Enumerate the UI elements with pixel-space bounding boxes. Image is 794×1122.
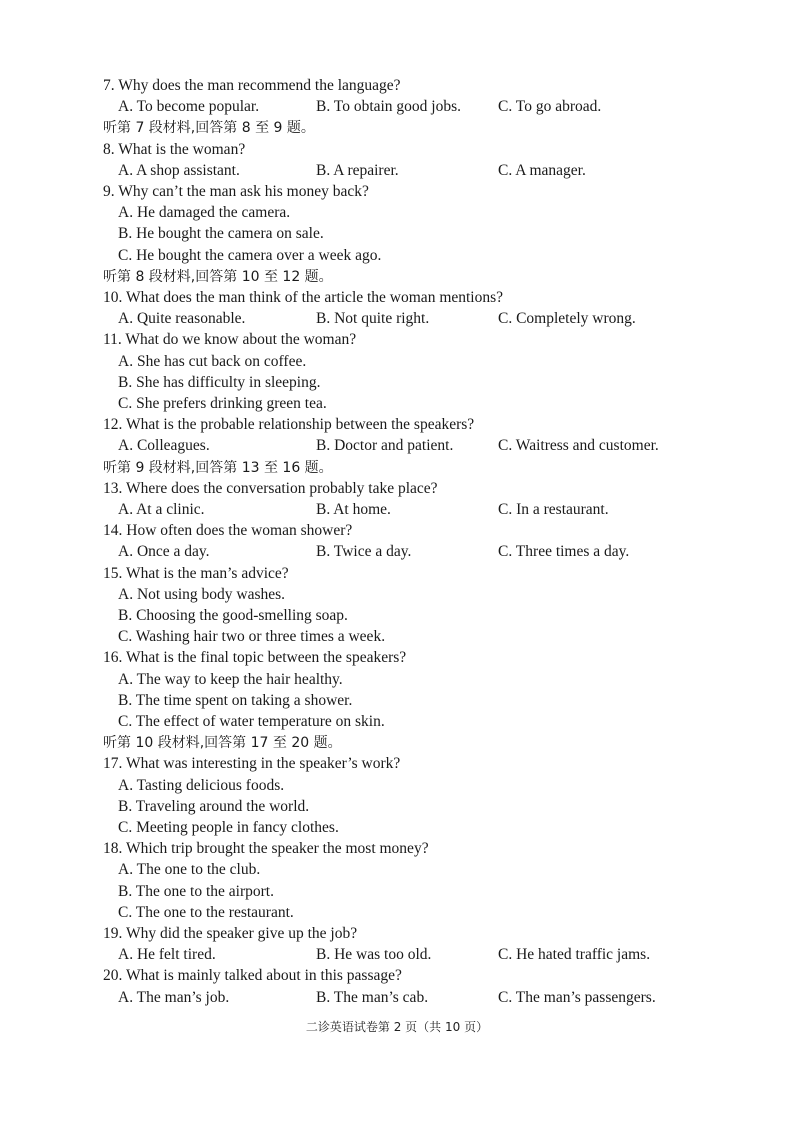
question-text: 9. Why can’t the man ask his money back? [103,183,369,200]
question-text: 12. What is the probable relationship between the speakers? [103,416,475,434]
option-text: C. The effect of water temperature on skin. [118,713,385,730]
question-text: 15. What is the man’s advice? [103,564,289,582]
option-a: A. Colleagues. [118,437,210,455]
option-c: C. Waitress and customer. [498,437,659,455]
option-c: C. He hated traffic jams. [498,946,651,964]
option-a: A. Once a day. [118,543,210,561]
section-instruction: 听第 8 段材料,回答第 10 至 12 题。 [103,268,333,285]
question-text: 19. Why did the speaker give up the job? [103,925,358,942]
option-c: C. A manager. [498,161,586,179]
option-a: A. To become popular. [118,98,260,116]
section-instruction: 听第 7 段材料,回答第 8 至 9 题。 [103,120,315,137]
option-a: A. Quite reasonable. [118,310,246,328]
option-text: B. Choosing the good-smelling soap. [118,607,348,624]
option-b: B. The man’s cab. [316,988,429,1006]
option-text: B. The one to the airport. [118,882,274,900]
question-text: 7. Why does the man recommend the language? [103,77,401,94]
option-text: B. She has difficulty in sleeping. [118,373,321,391]
option-a: A. A shop assistant. [118,161,240,179]
option-b: B. To obtain good jobs. [316,98,462,116]
option-b: B. He was too old. [316,946,432,964]
option-text: C. Meeting people in fancy clothes. [118,819,339,836]
question-text: 20. What is mainly talked about in this passage? [103,967,402,985]
option-text: A. The one to the club. [118,861,261,879]
option-text: C. Washing hair two or three times a week. [118,628,386,646]
option-text: B. He bought the camera on sale. [118,225,324,243]
option-b: B. Twice a day. [316,543,412,561]
question-text: 18. Which trip brought the speaker the most money? [103,840,429,858]
question-text: 17. What was interesting in the speaker’s work? [103,755,401,773]
option-text: C. She prefers drinking green tea. [118,395,327,412]
option-b: B. A repairer. [316,161,399,179]
option-text: A. Tasting delicious foods. [118,776,285,794]
question-text: 8. What is the woman? [103,140,246,158]
option-b: B. Doctor and patient. [316,437,454,455]
option-a: A. The man’s job. [118,988,230,1006]
option-text: B. Traveling around the world. [118,797,310,815]
page-footer: 二诊英语试卷第 2 页（共 10 页） [305,1020,489,1034]
option-text: B. The time spent on taking a shower. [118,691,353,709]
option-c: C. Completely wrong. [498,310,636,328]
option-a: A. He felt tired. [118,946,216,964]
option-a: A. At a clinic. [118,501,205,518]
question-text: 11. What do we know about the woman? [103,331,357,349]
option-text: A. She has cut back on coffee. [118,352,307,370]
option-text: A. The way to keep the hair healthy. [118,670,343,688]
section-instruction: 听第 10 段材料,回答第 17 至 20 题。 [103,735,342,752]
option-c: C. In a restaurant. [498,501,609,518]
section-instruction: 听第 9 段材料,回答第 13 至 16 题。 [103,459,333,476]
option-text: C. The one to the restaurant. [118,903,294,921]
option-text: C. He bought the camera over a week ago. [118,246,382,264]
question-text: 13. Where does the conversation probably take place? [103,479,438,497]
question-text: 16. What is the final topic between the speakers? [103,649,407,667]
option-b: B. Not quite right. [316,310,430,328]
option-text: A. Not using body washes. [118,585,286,603]
option-text: A. He damaged the camera. [118,204,291,222]
question-text: 10. What does the man think of the article the woman mentions? [103,289,504,306]
option-c: C. Three times a day. [498,543,630,561]
question-text: 14. How often does the woman shower? [103,522,353,540]
option-c: C. The man’s passengers. [498,988,656,1006]
option-b: B. At home. [316,501,391,518]
option-c: C. To go abroad. [498,98,602,116]
